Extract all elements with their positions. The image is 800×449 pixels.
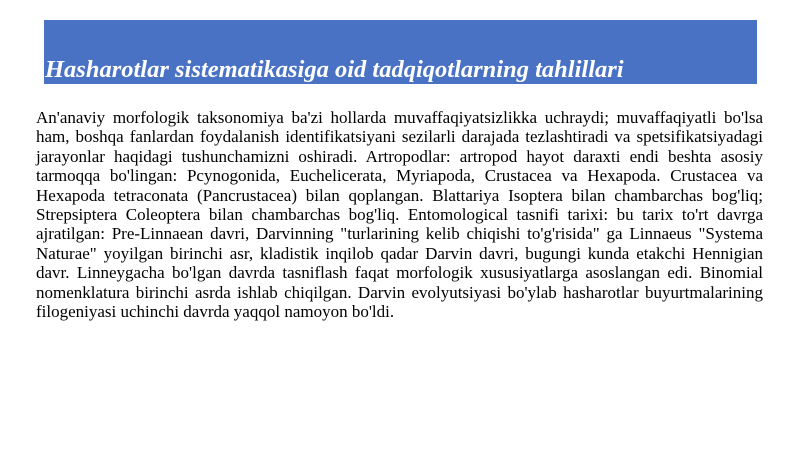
slide-body-text: An'anaviy morfologik taksonomiya ba'zi hollarda muvaffaqiyatsizlikka uchraydi; muvaffaqiyatli bo'lsa ham, boshqa fanlardan foydalanish identifikatsiyani sezilarli darajada tezlashtiradi va spetsifikatsiyadagi jarayonlar haqidagi tushunchamizni oshiradi. Artropodlar: artropod hayot daraxti endi beshta asosiy tarmoqqa bo'lingan: Pcynogonida, Euchelicerata, Myriapoda, Crustacea va Hexapoda. Crustacea va Hexapoda tetraconata (Pancrustacea) bilan qoplangan. Blattariya Isoptera bilan chambarchas bog'liq; Strepsiptera Coleoptera bilan chambarchas bog'liq. Entomological tasnifi tarixi: bu tarix to'rt davrga ajratilgan: Pre-Linnaean davri, Darvinning "turlarining kelib chiqishi to'g'risida" ga Linnaeus "Systema Naturae" yoyilgan birinchi asr, kladistik inqilob qadar Darvin davri, bugungi kunda etakchi Hennigian davr. Linneygacha bo'lgan davrda tasniflash faqat morfologik xususiyatlarga asoslangan edi. Binomial nomenklatura birinchi asrda ishlab chiqilgan. Darvin evolyutsiyasi bo'ylab hasharotlar buyurtmalarining filogeniyasi uchinchi davrda yaqqol namoyon bo'ldi. (36, 108, 763, 322)
title-band (44, 20, 757, 84)
slide-title: Hasharotlar sistematikasiga oid tadqiqotlarning tahlillari (45, 56, 624, 83)
